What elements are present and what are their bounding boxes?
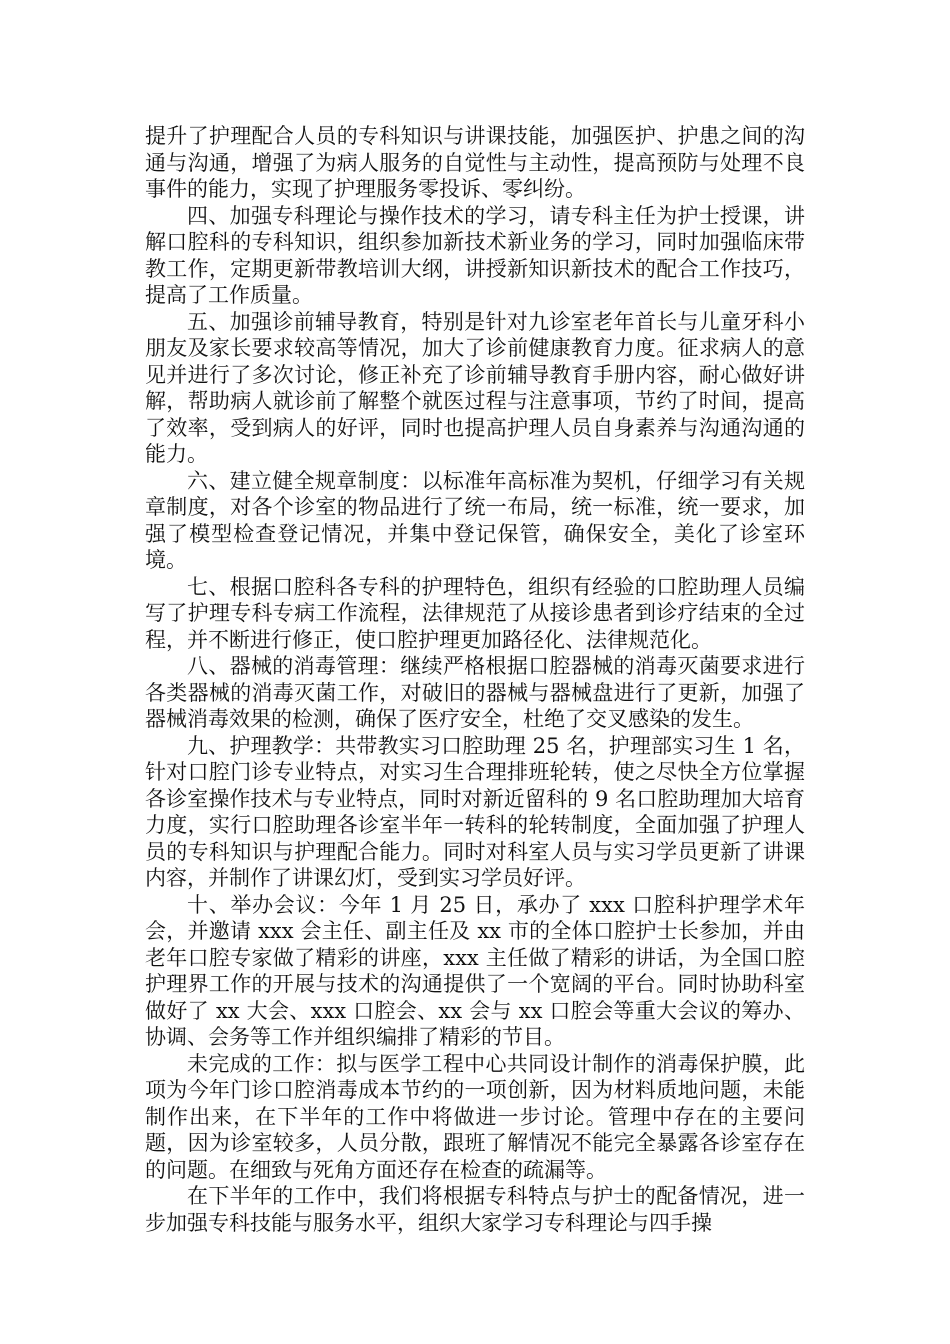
paragraph-item-9: 九、护理教学：共带教实习口腔助理 25 名，护理部实习生 1 名，针对口腔门诊专业特点，对实习生合理排班轮转，使之尽快全方位掌握各诊室操作技术与专业特点，同时对新近留科的 9 名口腔助理加大培育力度，实行口腔助理各诊室半年一转科的轮转制度，全面加强了护理人员的专科知识与护理配合能力。同时对科室人员与实习学员更新了讲课内容，并制作了讲课幻灯，受到实习学员好评。: [145, 733, 805, 890]
paragraph-item-6: 六、建立健全规章制度：以标准年高标准为契机，仔细学习有关规章制度，对各个诊室的物品进行了统一布局，统一标准，统一要求，加强了模型检查登记情况，并集中登记保管，确保安全，美化了诊室环境。: [145, 468, 805, 572]
paragraph-unfinished-work: 未完成的工作：拟与医学工程中心共同设计制作的消毒保护膜，此项为今年门诊口腔消毒成本节约的一项创新，因为材料质地问题，未能制作出来，在下半年的工作中将做进一步讨论。管理中存在的主要问题，因为诊室较多，人员分散，跟班了解情况不能完全暴露各诊室存在的问题。在细致与死角方面还存在检查的疏漏等。: [145, 1051, 805, 1182]
document-body: [145, 123, 805, 1236]
paragraph-item-7: 七、根据口腔科各专科的护理特色，组织有经验的口腔助理人员编写了护理专科专病工作流程，法律规范了从接诊患者到诊疗结束的全过程，并不断进行修正，使口腔护理更加路径化、法律规范化。: [145, 574, 805, 652]
paragraph-item-10: 十、举办会议：今年 1 月 25 日，承办了 xxx 口腔科护理学术年会，并邀请 xxx 会主任、副主任及 xx 市的全体口腔护士长参加，并由老年口腔专家做了精彩的讲座，xxx 主任做了精彩的讲话，为全国口腔护理界工作的开展与技术的沟通提供了一个宽阔的平台。同时协助科室做好了 xx 大会、xxx 口腔会、xx 会与 xx 口腔会等重大会议的筹办、协调、会务等工作并组织编排了精彩的节目。: [145, 892, 805, 1049]
paragraph-item-4: 四、加强专科理论与操作技术的学习，请专科主任为护士授课，讲解口腔科的专科知识，组织参加新技术新业务的学习，同时加强临床带教工作，定期更新带教培训大纲，讲授新知识新技术的配合工作技巧，提高了工作质量。: [145, 203, 805, 307]
paragraph-next-half: 在下半年的工作中，我们将根据专科特点与护士的配备情况，进一步加强专科技能与服务水平，组织大家学习专科理论与四手操: [145, 1184, 805, 1235]
paragraph-continuation: 提升了护理配合人员的专科知识与讲课技能，加强医护、护患之间的沟通与沟通，增强了为病人服务的自觉性与主动性，提高预防与处理不良事件的能力，实现了护理服务零投诉、零纠纷。: [145, 124, 805, 201]
paragraph-item-5: 五、加强诊前辅导教育，特别是针对九诊室老年首长与儿童牙科小朋友及家长要求较高等情况，加大了诊前健康教育力度。征求病人的意见并进行了多次讨论，修正补充了诊前辅导教育手册内容，耐心做好讲解，帮助病人就诊前了解整个就医过程与注意事项，节约了时间，提高了效率，受到病人的好评，同时也提高护理人员自身素养与沟通沟通的能力。: [145, 309, 805, 466]
paragraph-item-8: 八、器械的消毒管理：继续严格根据口腔器械的消毒灭菌要求进行各类器械的消毒灭菌工作，对破旧的器械与器械盘进行了更新，加强了器械消毒效果的检测，确保了医疗安全，杜绝了交叉感染的发生。: [145, 654, 805, 731]
